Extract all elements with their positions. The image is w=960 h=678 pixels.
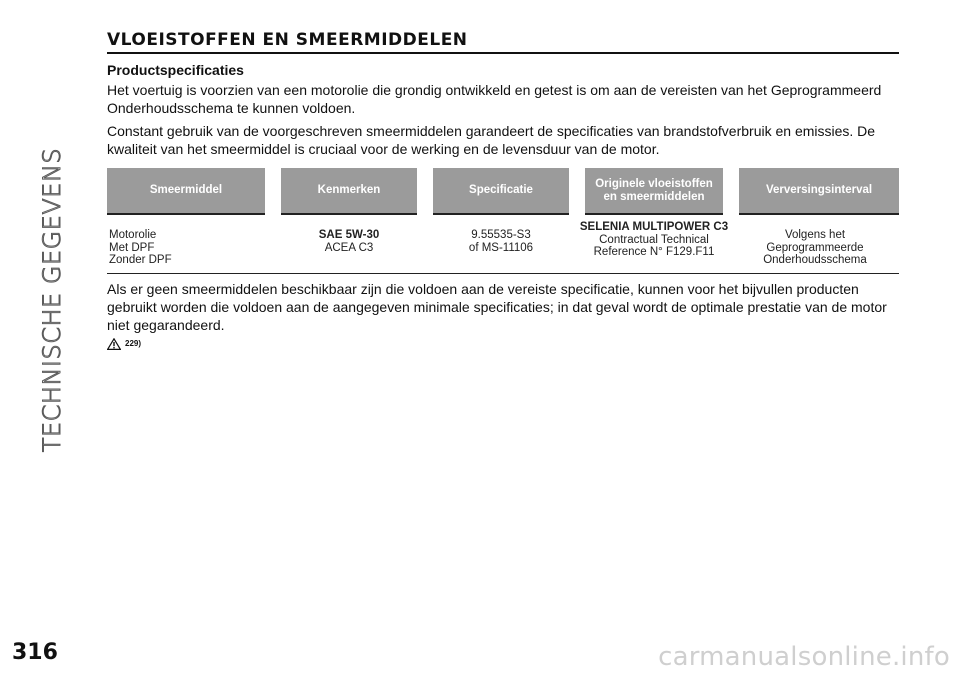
cell-kenmerken xyxy=(273,214,425,273)
cell-line: Contractual Technical xyxy=(599,233,709,246)
subheading: Productspecificaties xyxy=(107,62,244,78)
table-row xyxy=(107,214,899,273)
cell-smeermiddel xyxy=(107,214,273,273)
header-specificatie: Specificatie xyxy=(425,168,577,214)
cell-interval xyxy=(731,214,899,273)
cell-line: Met DPF xyxy=(109,241,155,254)
warning-ref-number: 229) xyxy=(125,339,142,348)
product-name: SELENIA MULTIPOWER C3 xyxy=(579,221,729,233)
cell-specificatie xyxy=(425,214,577,273)
main-content xyxy=(107,30,899,350)
header-interval: Verversingsinterval xyxy=(731,168,899,214)
header-origineel: Originele vloeistoffen en smeermiddelen xyxy=(577,168,731,214)
warning-reference xyxy=(107,338,899,350)
acea-class: ACEA C3 xyxy=(324,241,374,254)
cell-line: Volgens het xyxy=(784,229,846,241)
cell-line: of MS-11106 xyxy=(468,241,534,254)
cell-origineel xyxy=(577,214,731,273)
cell-line: Onderhoudsschema xyxy=(763,254,867,266)
table-header-row xyxy=(107,168,899,214)
viscosity-grade: SAE 5W-30 xyxy=(318,229,380,241)
side-tab-label: TECHNISCHE GEGEVENS xyxy=(38,147,66,453)
cell-line: 9.55535-S3 xyxy=(471,229,531,241)
cell-line: Geprogrammeerde xyxy=(766,241,864,254)
page-number: 316 xyxy=(12,640,58,665)
cell-line: Motorolie xyxy=(109,229,157,241)
warning-triangle-icon xyxy=(107,338,121,350)
quality-paragraph: Constant gebruik van de voorgeschreven smeermiddelen garandeert de specificaties van brandstofverbruik en emissies. De kwaliteit van het smeermiddel is cruciaal voor de werking en de levensduur van de motor. xyxy=(107,123,876,157)
cell-line: Reference N° F129.F11 xyxy=(593,246,715,258)
header-smeermiddel: Smeermiddel xyxy=(107,168,273,214)
cell-line: Zonder DPF xyxy=(109,254,172,266)
section-title: VLOEISTOFFEN EN SMEERMIDDELEN xyxy=(107,30,899,54)
lubricant-table xyxy=(107,168,899,274)
header-kenmerken: Kenmerken xyxy=(273,168,425,214)
substitute-paragraph: Als er geen smeermiddelen beschikbaar zijn die voldoen aan de vereiste specificatie, kunnen voor het bijvullen producten gebruikt worden die voldoen aan de aangegeven minimale specificaties; in dat geval wordt de optimale prestatie van de motor niet gegarandeerd. xyxy=(107,280,887,333)
intro-paragraph: Het voertuig is voorzien van een motorolie die grondig ontwikkeld en getest is om aan de vereisten van het Geprogrammeerd Onderhoudsschema te kunnen voldoen. xyxy=(107,82,882,116)
watermark: carmanualsonline.info xyxy=(658,642,950,672)
